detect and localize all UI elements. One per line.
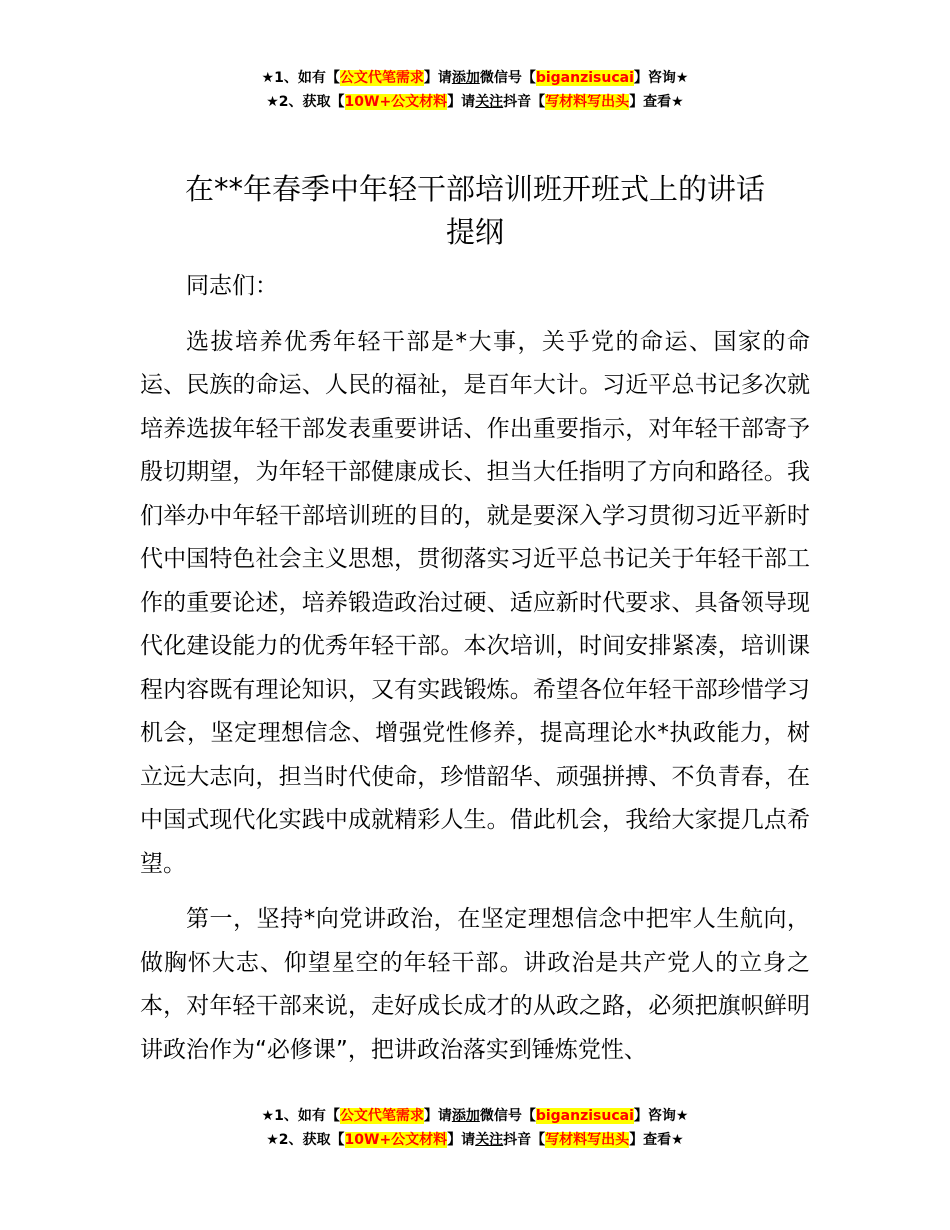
banner-highlight: 10W+公文材料 xyxy=(344,94,448,110)
banner-line-2 xyxy=(0,90,950,114)
banner-text: 】咨询★ xyxy=(633,1108,689,1124)
banner-highlight: 公文代笔需求 xyxy=(339,1108,424,1124)
top-banner xyxy=(0,66,950,114)
banner-underline: 关注 xyxy=(475,1132,504,1148)
banner-text: 】查看★ xyxy=(629,1132,684,1148)
bottom-banner xyxy=(0,1104,950,1152)
banner-underline: 添加 xyxy=(451,1108,480,1124)
banner-underline: 关注 xyxy=(475,94,504,110)
banner-underline: 添加 xyxy=(451,70,480,86)
banner-text: ★1、如有【 xyxy=(261,70,340,86)
title-line-1: 在**年春季中年轻干部培训班开班式上的讲话 xyxy=(184,172,765,206)
paragraph-1: 选拔培养优秀年轻干部是*大事，关乎党的命运、国家的命运、民族的命运、人民的福祉，是百年大计。习近平总书记多次就培养选拔年轻干部发表重要讲话、作出重要指示，对年轻干部寄予殷切期望，为年轻干部健康成长、担当大任指明了方向和路径。我们举办中年轻干部培训班的目的，就是要深入学习贯彻习近平新时代中国特色社会主义思想，贯彻落实习近平总书记关于年轻干部工作的重要论述，培养锻造政治过硬、适应新时代要求、具备领导现代化建设能力的优秀年轻干部。本次培训，时间安排紧凑，培训课程内容既有理论知识，又有实践锻炼。希望各位年轻干部珍惜学习机会，坚定理想信念、增强党性修养，提高理论水*执政能力，树立远大志向，担当时代使命，珍惜韶华、顽强拼搏、不负青春，在中国式现代化实践中成就精彩人生。借此机会，我给大家提几点希望。 xyxy=(140,328,810,877)
banner-text: ★2、获取【 xyxy=(266,94,345,110)
banner-highlight: biganzisucai xyxy=(535,1108,634,1124)
banner-highlight: 写材料写出头 xyxy=(545,94,630,110)
banner-text: 抖音【 xyxy=(503,94,546,110)
banner-text: 】查看★ xyxy=(629,94,684,110)
banner-text: 】请 xyxy=(447,94,476,110)
banner-line-2 xyxy=(0,1128,950,1152)
document-body xyxy=(140,265,810,1072)
banner-highlight: 写材料写出头 xyxy=(545,1132,630,1148)
banner-text: ★2、获取【 xyxy=(266,1132,345,1148)
banner-text: 】请 xyxy=(423,1108,452,1124)
banner-text: 抖音【 xyxy=(503,1132,546,1148)
banner-highlight: 公文代笔需求 xyxy=(339,70,424,86)
banner-highlight: biganzisucai xyxy=(535,70,634,86)
banner-line-1 xyxy=(0,66,950,90)
document-title xyxy=(100,168,850,254)
banner-text: 】请 xyxy=(423,70,452,86)
banner-highlight: 10W+公文材料 xyxy=(344,1132,448,1148)
salutation: 同志们： xyxy=(186,273,278,299)
banner-text: 微信号【 xyxy=(479,70,536,86)
banner-line-1 xyxy=(0,1104,950,1128)
paragraph-2: 第一，坚持*向党讲政治，在坚定理想信念中把牢人生航向，做胸怀大志、仰望星空的年轻干部。讲政治是共产党人的立身之本，对年轻干部来说，走好成长成才的从政之路，必须把旗帜鲜明讲政治作为“必修课”，把讲政治落实到锤炼党性、 xyxy=(140,906,810,1063)
banner-text: 】咨询★ xyxy=(633,70,689,86)
banner-text: 】请 xyxy=(447,1132,476,1148)
title-line-2: 提纲 xyxy=(445,215,504,249)
banner-text: ★1、如有【 xyxy=(261,1108,340,1124)
banner-text: 微信号【 xyxy=(479,1108,536,1124)
